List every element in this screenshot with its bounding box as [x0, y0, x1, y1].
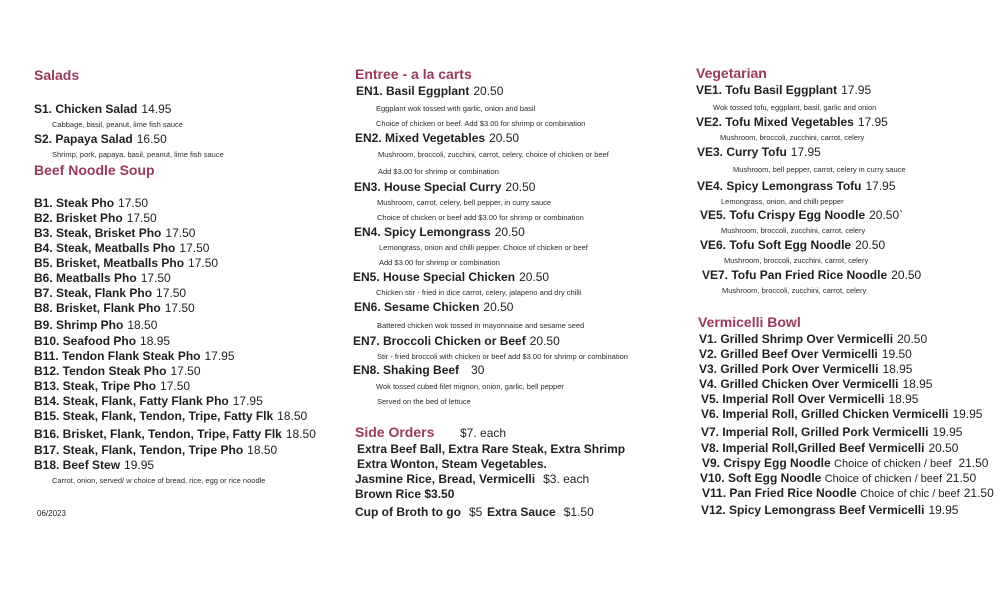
item-description: Mushroom, broccoli, zucchini, carrot, celery: [722, 286, 867, 295]
menu-item-b16: B16. Brisket, Flank, Tendon, Tripe, Fatty Flk 18.50: [34, 427, 316, 441]
menu-item-en1: EN1. Basil Eggplant 20.50: [356, 84, 504, 98]
item-description: Stir - fried broccoli with chicken or beef add $3.00 for shrimp or combination: [377, 352, 628, 361]
menu-item-ve2: VE2. Tofu Mixed Vegetables 17.95: [696, 115, 888, 129]
item-description: Add $3.00 for shrimp or combination: [379, 258, 500, 267]
menu-item-b6: B6. Meatballs Pho 17.50: [34, 271, 171, 285]
menu-item-v9: V9. Crispy Egg Noodle Choice of chicken / beef 21.50: [702, 456, 989, 470]
item-description: Choice of chicken or beef. Add $3.00 for shrimp or combination: [376, 119, 586, 128]
item-description: Eggplant wok tossed with garlic, onion and basil: [376, 104, 536, 113]
menu-item-en7: EN7. Broccoli Chicken or Beef 20.50: [353, 334, 560, 348]
menu-item-ve6: VE6. Tofu Soft Egg Noodle 20.50: [700, 238, 886, 252]
menu-item-b15: B15. Steak, Flank, Tendon, Tripe, Fatty Flk 18.50: [34, 409, 308, 423]
menu-item-v6: V6. Imperial Roll, Grilled Chicken Vermicelli 19.95: [701, 407, 983, 421]
side-orders-line: Extra Beef Ball, Extra Rare Steak, Extra Shrimp: [357, 442, 626, 456]
beef-noodle-soup-heading: Beef Noodle Soup: [34, 162, 155, 178]
item-description: Battered chicken wok tossed in mayonnaise and sesame seed: [377, 321, 585, 330]
salads-heading: Salads: [34, 67, 80, 83]
menu-date: 06/2023: [37, 509, 66, 518]
item-description: Carrot, onion, served/ w choice of bread, rice, egg or rice noodle: [52, 476, 266, 485]
menu-item-extra-sauce: Extra Sauce $1.50: [487, 505, 594, 519]
menu-item-b10: B10. Seafood Pho 18.95: [34, 334, 171, 348]
item-description: Lemongrass, onion, and chilli pepper: [721, 197, 844, 206]
item-description: Mushroom, broccoli, zucchini, carrot, celery, choice of chicken or beef: [378, 150, 609, 159]
menu-item-v4: V4. Grilled Chicken Over Vermicelli 18.95: [699, 377, 933, 391]
menu-item-en8: EN8. Shaking Beef 30: [353, 363, 485, 377]
item-description: Mushroom, bell pepper, carrot, celery in curry sauce: [733, 165, 906, 174]
menu-item-b1: B1. Steak Pho 17.50: [34, 196, 149, 210]
vegetarian-heading: Vegetarian: [696, 65, 767, 81]
item-description: Served on the bed of lettuce: [377, 397, 471, 406]
menu-item-ve5: VE5. Tofu Crispy Egg Noodle 20.50`: [700, 208, 904, 222]
menu-item-b14: B14. Steak, Flank, Fatty Flank Pho 17.95: [34, 394, 263, 408]
menu-item-b4: B4. Steak, Meatballs Pho 17.50: [34, 241, 210, 255]
menu-item-broth: Cup of Broth to go $5: [355, 505, 483, 519]
menu-item-en3: EN3. House Special Curry 20.50: [354, 180, 536, 194]
item-description: Choice of chicken or beef add $3.00 for shrimp or combination: [377, 213, 584, 222]
item-description: Mushroom, broccoli, zucchini, carrot, celery: [721, 226, 866, 235]
menu-item-b17: B17. Steak, Flank, Tendon, Tripe Pho 18.50: [34, 443, 278, 457]
menu-item-b5: B5. Brisket, Meatballs Pho 17.50: [34, 256, 219, 270]
menu-item-ve4: VE4. Spicy Lemongrass Tofu 17.95: [697, 179, 896, 193]
item-description: Add $3.00 for shrimp or combination: [378, 167, 499, 176]
menu-item-b18: B18. Beef Stew 19.95: [34, 458, 155, 472]
menu-item-b7: B7. Steak, Flank Pho 17.50: [34, 286, 187, 300]
item-description: Wok tossed tofu, eggplant, basil, garlic and onion: [713, 103, 877, 112]
menu-item-b8: B8. Brisket, Flank Pho 17.50: [34, 301, 195, 315]
side-orders-price: $7. each: [460, 426, 507, 440]
menu-item-b12: B12. Tendon Steak Pho 17.50: [34, 364, 201, 378]
entree-heading: Entree - a la carts: [355, 66, 472, 82]
side-orders-heading: Side Orders: [355, 424, 435, 440]
menu-item-en2: EN2. Mixed Vegetables 20.50: [355, 131, 520, 145]
item-description: Mushroom, broccoli, zucchini, carrot, celery: [724, 256, 869, 265]
side-orders-line: Extra Wonton, Steam Vegetables.: [357, 457, 547, 471]
menu-item-v8: V8. Imperial Roll,Grilled Beef Vermicelli 20.50: [701, 441, 959, 455]
item-description: Wok tossed cubed filet mignon, onion, garlic, bell pepper: [376, 382, 564, 391]
item-description: Shrimp, pork, papaya, basil, peanut, lime fish sauce: [52, 150, 224, 159]
side-orders-line: Jasmine Rice, Bread, Vermicelli $3. each: [355, 472, 590, 486]
menu-item-v1: V1. Grilled Shrimp Over Vermicelli 20.50: [699, 332, 928, 346]
menu-item-b11: B11. Tendon Flank Steak Pho 17.95: [34, 349, 235, 363]
menu-item-en6: EN6. Sesame Chicken 20.50: [354, 300, 514, 314]
menu-item-s2: S2. Papaya Salad 16.50: [34, 132, 167, 146]
menu-item-b13: B13. Steak, Tripe Pho 17.50: [34, 379, 191, 393]
menu-item-v2: V2. Grilled Beef Over Vermicelli 19.50: [699, 347, 912, 361]
menu-item-s1: S1. Chicken Salad 14.95: [34, 102, 172, 116]
menu-item-v5: V5. Imperial Roll Over Vermicelli 18.95: [701, 392, 919, 406]
item-description: Mushroom, broccoli, zucchini, carrot, celery: [720, 133, 865, 142]
menu-item-ve3: VE3. Curry Tofu 17.95: [697, 145, 821, 159]
menu-item-b9: B9. Shrimp Pho 18.50: [34, 318, 158, 332]
menu-item-b2: B2. Brisket Pho 17.50: [34, 211, 157, 225]
menu-item-b3: B3. Steak, Brisket Pho 17.50: [34, 226, 196, 240]
menu-item-en4: EN4. Spicy Lemongrass 20.50: [354, 225, 525, 239]
menu-item-v7: V7. Imperial Roll, Grilled Pork Vermicelli 19.95: [701, 425, 963, 439]
item-description: Lemongrass, onion and chilli pepper. Choice of chicken or beef: [379, 243, 588, 252]
menu-item-v3: V3. Grilled Pork Over Vermicelli 18.95: [699, 362, 913, 376]
side-orders-line: Brown Rice $3.50: [355, 487, 455, 501]
menu-item-v10: V10. Soft Egg Noodle Choice of chicken / beef 21.50: [700, 471, 977, 485]
item-description: Mushroom, carrot, celery, bell pepper, in curry sauce: [377, 198, 552, 207]
item-description: Chicken stir - fried in dice carrot, celery, jalapeno and dry chilli: [376, 288, 582, 297]
menu-item-en5: EN5. House Special Chicken 20.50: [353, 270, 550, 284]
vermicelli-bowl-heading: Vermicelli Bowl: [698, 314, 801, 330]
menu-item-v12: V12. Spicy Lemongrass Beef Vermicelli 19.95: [701, 503, 959, 517]
menu-item-ve7: VE7. Tofu Pan Fried Rice Noodle 20.50: [702, 268, 922, 282]
menu-item-ve1: VE1. Tofu Basil Eggplant 17.95: [696, 83, 872, 97]
menu-item-v11: V11. Pan Fried Rice Noodle Choice of chic / beef 21.50: [702, 486, 994, 500]
item-description: Cabbage, basil, peanut, lime fish sauce: [52, 120, 183, 129]
